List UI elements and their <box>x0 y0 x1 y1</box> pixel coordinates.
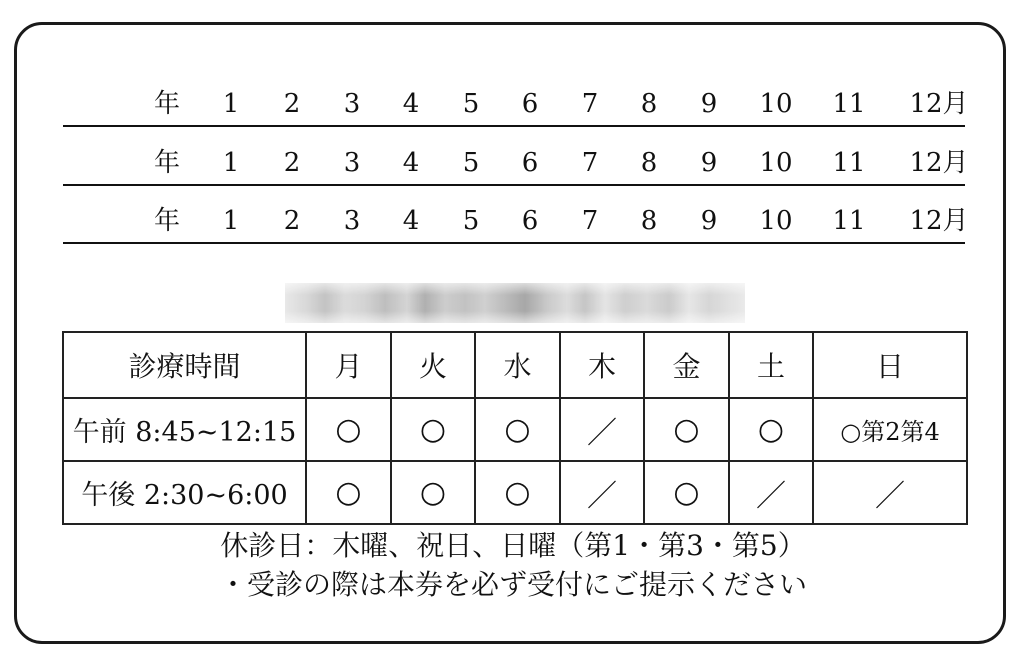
cell-thu: ／ <box>560 461 644 524</box>
month-5: 5 <box>462 148 480 178</box>
cell-wed: ○ <box>475 461 560 524</box>
month-10: 10 <box>759 206 793 236</box>
date-row <box>63 192 969 244</box>
header-mon: 月 <box>306 332 391 398</box>
cell-tue: ○ <box>391 461 475 524</box>
cell-fri: ○ <box>644 461 729 524</box>
month-4: 4 <box>402 206 420 236</box>
month-12: 12月 <box>909 148 969 178</box>
month-8: 8 <box>640 89 658 119</box>
date-row <box>63 75 969 127</box>
header-fri: 金 <box>644 332 729 398</box>
table-header-row <box>63 332 967 398</box>
month-11: 11 <box>832 148 866 178</box>
month-1: 1 <box>222 89 240 119</box>
month-12: 12月 <box>909 89 969 119</box>
month-1: 1 <box>222 206 240 236</box>
month-2: 2 <box>283 148 301 178</box>
month-10: 10 <box>759 89 793 119</box>
month-8: 8 <box>640 148 658 178</box>
cell-mon: ○ <box>306 461 391 524</box>
month-3: 3 <box>343 148 361 178</box>
header-tue: 火 <box>391 332 475 398</box>
consultation-hours-table <box>62 331 968 525</box>
year-label: 年 <box>153 148 181 178</box>
month-4: 4 <box>402 89 420 119</box>
year-label: 年 <box>153 89 181 119</box>
month-9: 9 <box>700 206 718 236</box>
month-8: 8 <box>640 206 658 236</box>
month-2: 2 <box>283 89 301 119</box>
cell-wed: ○ <box>475 398 560 461</box>
table-row <box>63 398 967 461</box>
date-row <box>63 134 969 186</box>
month-6: 6 <box>521 206 539 236</box>
reminder-note: ・受診の際は本券を必ず受付にご提示ください <box>218 568 807 601</box>
cell-mon: ○ <box>306 398 391 461</box>
month-10: 10 <box>759 148 793 178</box>
month-6: 6 <box>521 89 539 119</box>
row-label-afternoon: 午後 2:30~6:00 <box>63 461 306 524</box>
month-7: 7 <box>581 89 599 119</box>
month-9: 9 <box>700 89 718 119</box>
month-11: 11 <box>832 89 866 119</box>
closed-days-note: 休診日：木曜、祝日、日曜（第1・第3・第5） <box>220 529 806 562</box>
header-hours: 診療時間 <box>63 332 306 398</box>
cell-tue: ○ <box>391 398 475 461</box>
header-sat: 土 <box>729 332 813 398</box>
cell-sun: ○第2第4 <box>813 398 967 461</box>
month-2: 2 <box>283 206 301 236</box>
row-label-morning: 午前 8:45~12:15 <box>63 398 306 461</box>
header-sun: 日 <box>813 332 967 398</box>
month-11: 11 <box>832 206 866 236</box>
month-3: 3 <box>343 89 361 119</box>
year-label: 年 <box>153 206 181 236</box>
month-6: 6 <box>521 148 539 178</box>
month-9: 9 <box>700 148 718 178</box>
cell-sat: ／ <box>729 461 813 524</box>
month-7: 7 <box>581 148 599 178</box>
month-12: 12月 <box>909 206 969 236</box>
month-5: 5 <box>462 206 480 236</box>
header-thu: 木 <box>560 332 644 398</box>
appointment-card <box>14 22 1006 644</box>
cell-sat: ○ <box>729 398 813 461</box>
month-5: 5 <box>462 89 480 119</box>
cell-thu: ／ <box>560 398 644 461</box>
table-row <box>63 461 967 524</box>
header-wed: 水 <box>475 332 560 398</box>
month-4: 4 <box>402 148 420 178</box>
cell-fri: ○ <box>644 398 729 461</box>
cell-sun: ／ <box>813 461 967 524</box>
blurred-clinic-name <box>285 283 745 323</box>
month-1: 1 <box>222 148 240 178</box>
month-7: 7 <box>581 206 599 236</box>
month-3: 3 <box>343 206 361 236</box>
